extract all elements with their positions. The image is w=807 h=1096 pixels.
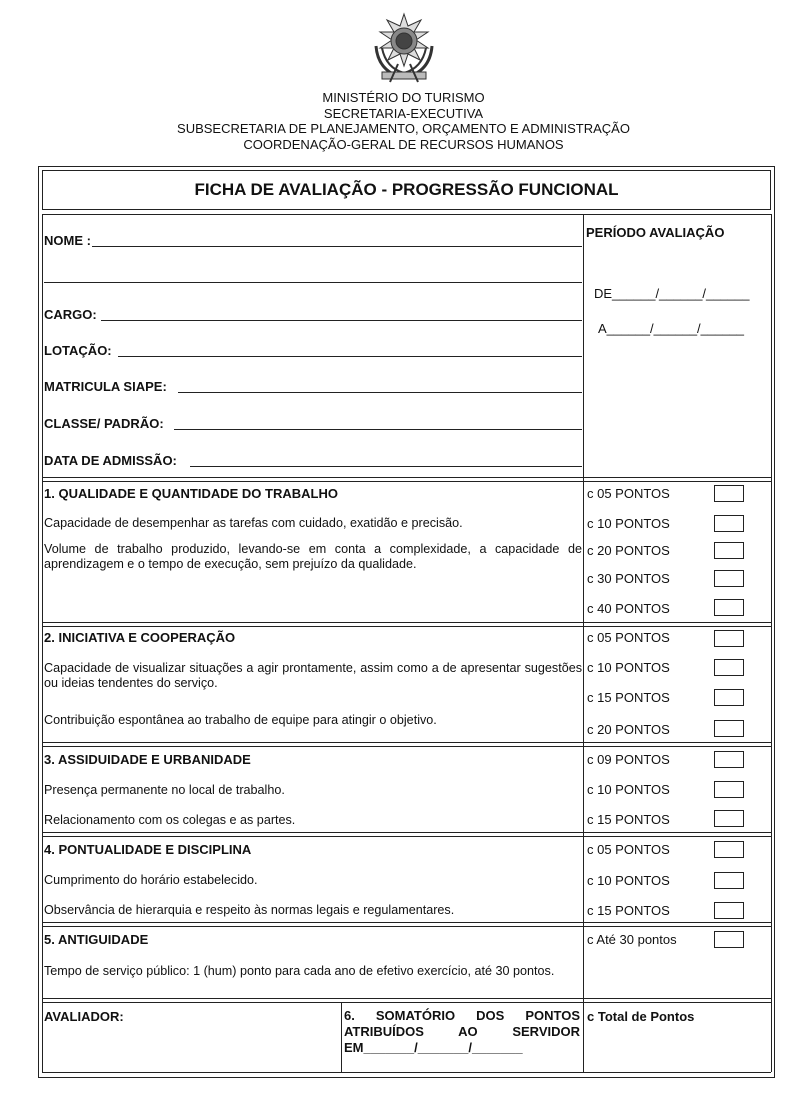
section-3-text-2: Relacionamento com os colegas e as partes. (44, 813, 296, 827)
section-5-text-1: Tempo de serviço público: 1 (hum) ponto para cada ano de efetivo exercício, até 30 pontos. (44, 964, 555, 978)
somatorio-date-field[interactable]: EM_______/_______/_______ (344, 1040, 523, 1055)
admissao-field[interactable] (190, 466, 582, 467)
coat-of-arms-emblem (368, 12, 440, 86)
periodo-de-field[interactable]: DE______/______/______ (594, 286, 750, 301)
divider (42, 746, 771, 747)
s1-option-30: c 30 PONTOS (587, 571, 670, 586)
section-2-text-1: Capacidade de visualizar situações a agir prontamente, assim como a de apresentar sugestões ou ideias tendentes do serviço. (44, 661, 582, 690)
s1-option-10: c 10 PONTOS (587, 516, 670, 531)
periodo-title: PERÍODO AVALIAÇÃO (586, 225, 725, 240)
s3-option-15: c 15 PONTOS (587, 812, 670, 827)
s1-option-20: c 20 PONTOS (587, 543, 670, 558)
lotacao-field[interactable] (118, 356, 582, 357)
s4-checkbox-05[interactable] (714, 841, 744, 858)
s5-option-ate-30: c Até 30 pontos (587, 932, 677, 947)
divider (42, 626, 771, 627)
classe-label: CLASSE/ PADRÃO: (44, 416, 164, 431)
somatorio-label: 6. SOMATÓRIO DOS PONTOS ATRIBUÍDOS AO SERVIDOR (344, 1008, 580, 1039)
s1-checkbox-10[interactable] (714, 515, 744, 532)
periodo-a-field[interactable]: A______/______/______ (598, 321, 745, 336)
divider (42, 622, 771, 623)
avaliador-label: AVALIADOR: (44, 1009, 124, 1024)
s1-checkbox-40[interactable] (714, 599, 744, 616)
divider (341, 1002, 342, 1072)
s1-option-40: c 40 PONTOS (587, 601, 670, 616)
section-1-title: 1. QUALIDADE E QUANTIDADE DO TRABALHO (44, 486, 338, 501)
s2-option-20: c 20 PONTOS (587, 722, 670, 737)
divider (42, 481, 771, 482)
section-2-title: 2. INICIATIVA E COOPERAÇÃO (44, 630, 236, 645)
s3-option-09: c 09 PONTOS (587, 752, 670, 767)
s2-checkbox-10[interactable] (714, 659, 744, 676)
matricula-label: MATRICULA SIAPE: (44, 379, 167, 394)
section-5-title: 5. ANTIGUIDADE (44, 932, 149, 947)
nome-field[interactable] (92, 246, 582, 247)
divider (771, 214, 772, 1072)
s4-checkbox-10[interactable] (714, 872, 744, 889)
s3-option-10: c 10 PONTOS (587, 782, 670, 797)
subsecretariat-name: SUBSECRETARIA DE PLANEJAMENTO, ORÇAMENTO E ADMINISTRAÇÃO (177, 121, 630, 136)
classe-field[interactable] (174, 429, 582, 430)
divider (42, 926, 771, 927)
divider (42, 214, 43, 1072)
s4-checkbox-15[interactable] (714, 902, 744, 919)
section-2-text-2: Contribuição espontânea ao trabalho de equipe para atingir o objetivo. (44, 713, 437, 727)
ministry-name: MINISTÉRIO DO TURISMO (322, 90, 485, 105)
s2-checkbox-15[interactable] (714, 689, 744, 706)
total-pontos-label: c Total de Pontos (587, 1009, 695, 1024)
s3-checkbox-09[interactable] (714, 751, 744, 768)
cargo-field[interactable] (101, 320, 582, 321)
s1-checkbox-30[interactable] (714, 570, 744, 587)
divider (42, 214, 771, 215)
secretariat-name: SECRETARIA-EXECUTIVA (323, 105, 484, 121)
s3-checkbox-10[interactable] (714, 781, 744, 798)
divider (42, 836, 771, 837)
divider (42, 998, 771, 999)
divider (42, 477, 771, 478)
section-1-text-2: Volume de trabalho produzido, levando-se em conta a complexidade, a capacidade de aprendizagem e o tempo de execução, sem prejuízo da qualidade. (44, 542, 582, 571)
section-4-text-1: Cumprimento do horário estabelecido. (44, 873, 258, 887)
s2-option-05: c 05 PONTOS (587, 630, 670, 645)
section-1-text-1: Capacidade de desempenhar as tarefas com cuidado, exatidão e precisão. (44, 516, 463, 530)
s2-option-15: c 15 PONTOS (587, 690, 670, 705)
s4-option-05: c 05 PONTOS (587, 842, 670, 857)
s1-option-05: c 05 PONTOS (587, 486, 670, 501)
s4-option-10: c 10 PONTOS (587, 873, 670, 888)
s1-checkbox-20[interactable] (714, 542, 744, 559)
s2-checkbox-05[interactable] (714, 630, 744, 647)
section-3-title: 3. ASSIDUIDADE E URBANIDADE (44, 752, 251, 767)
s4-option-15: c 15 PONTOS (587, 903, 670, 918)
s1-checkbox-05[interactable] (714, 485, 744, 502)
section-3-text-1: Presença permanente no local de trabalho. (44, 783, 285, 797)
cargo-label: CARGO: (44, 307, 97, 322)
s5-checkbox-ate-30[interactable] (714, 931, 744, 948)
nome-field-line2[interactable] (44, 282, 582, 283)
s2-checkbox-20[interactable] (714, 720, 744, 737)
divider (42, 1002, 771, 1003)
section-4-title: 4. PONTUALIDADE E DISCIPLINA (44, 842, 252, 857)
section-4-text-2: Observância de hierarquia e respeito às normas legais e regulamentares. (44, 903, 455, 917)
matricula-field[interactable] (178, 392, 582, 393)
divider (42, 922, 771, 923)
nome-label: NOME : (44, 233, 91, 248)
divider (42, 832, 771, 833)
admissao-label: DATA DE ADMISSÃO: (44, 453, 177, 468)
s2-option-10: c 10 PONTOS (587, 660, 670, 675)
divider (42, 1072, 771, 1073)
divider (42, 742, 771, 743)
coordination-name: COORDENAÇÃO-GERAL DE RECURSOS HUMANOS (243, 136, 564, 152)
divider (583, 214, 584, 1072)
header-block (0, 90, 807, 152)
s3-checkbox-15[interactable] (714, 810, 744, 827)
form-title: FICHA DE AVALIAÇÃO - PROGRESSÃO FUNCIONAL (42, 170, 771, 210)
lotacao-label: LOTAÇÃO: (44, 343, 112, 358)
